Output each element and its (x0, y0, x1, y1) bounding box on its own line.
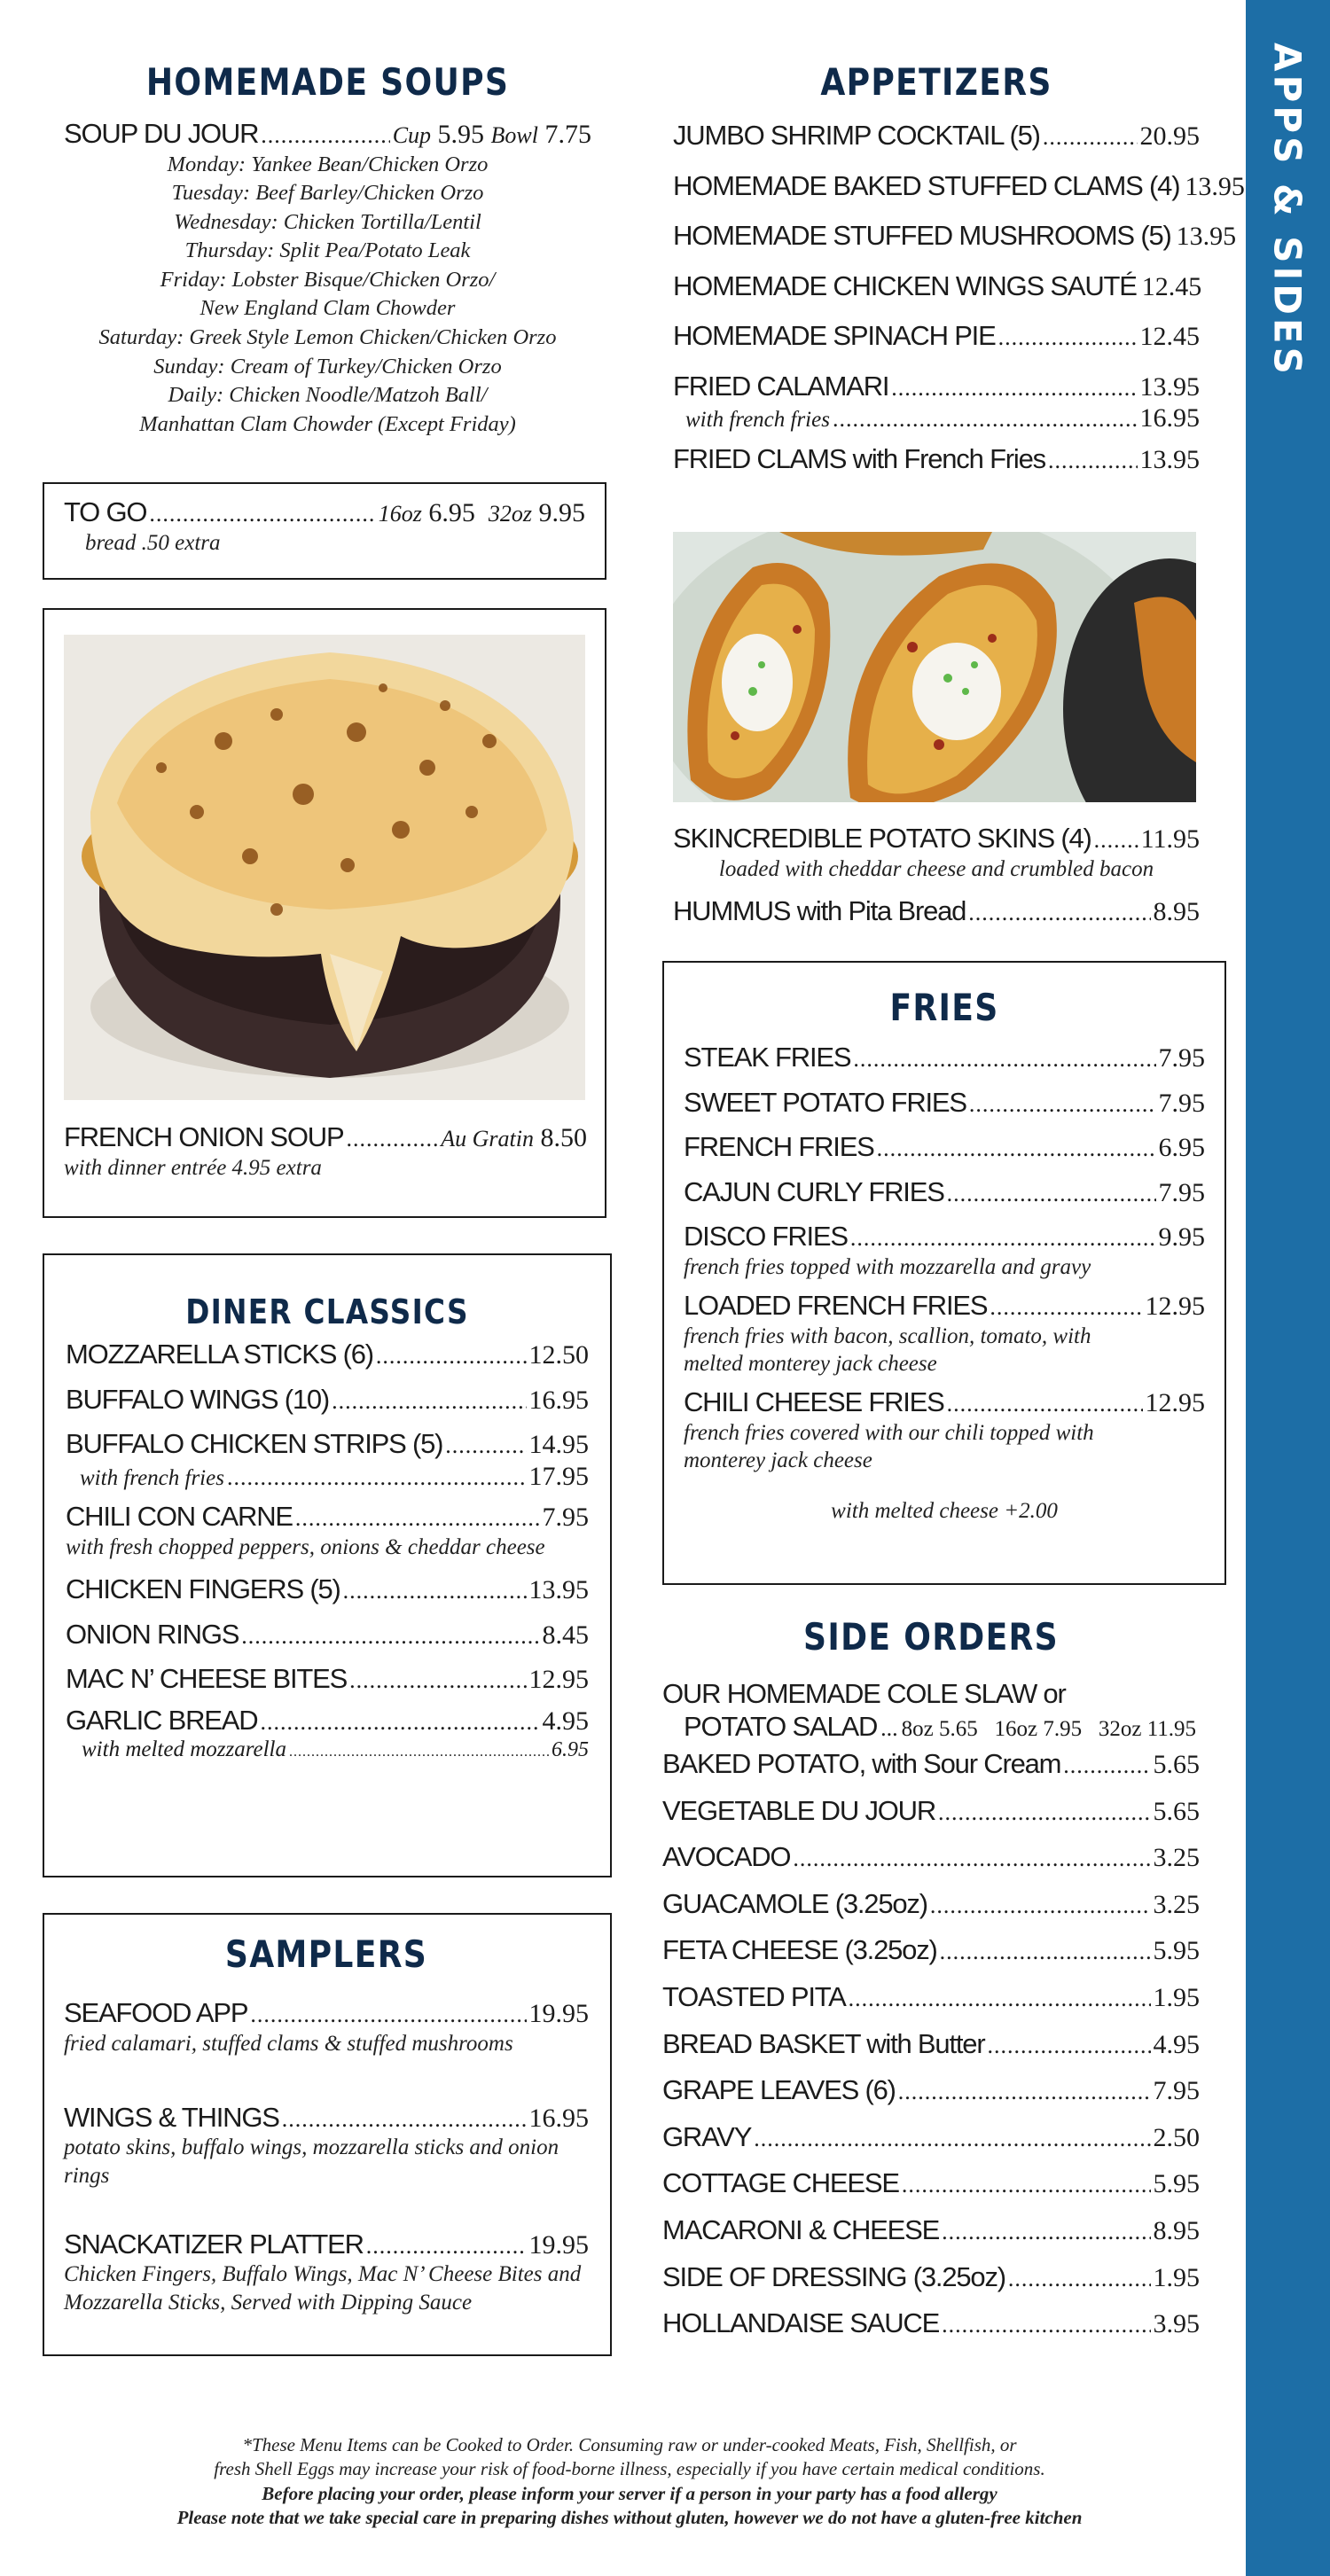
item-name: TO GO (64, 496, 147, 527)
menu-item: HOMEMADE CHICKEN WINGS SAUTÉ 12.45 (673, 269, 1202, 301)
potato-salad-row: POTATO SALAD ... 8oz 5.65 16oz 7.95 32oz 11.95 (684, 1710, 1197, 1742)
menu-subitem: with melted mozzarella ..... 6.95 (66, 1737, 589, 1763)
menu-item: TOASTED PITA ..... 1.95 (662, 1981, 1200, 2014)
menu-item: BUFFALO WINGS (10) ..... 16.95 (66, 1384, 589, 1417)
menu-item: MACARONI & CHEESE ..... 8.95 (662, 2214, 1200, 2247)
menu-subitem: with french fries ..... 16.95 (673, 402, 1200, 433)
schedule-line: Wednesday: Chicken Tortilla/Lentil (174, 209, 481, 234)
french-onion-soup-photo (64, 635, 585, 1100)
menu-item: LOADED FRENCH FRIES ..... 12.95 (684, 1290, 1205, 1323)
sidebar-title: APPS & SIDES (1265, 43, 1310, 378)
sidebar-band (1246, 0, 1330, 2576)
side-orders-list (662, 1748, 1200, 2340)
footer-line: fresh Shell Eggs may increase your risk of food-borne illness, especially if you have certain medical conditions. (214, 2458, 1045, 2480)
schedule-line: Friday: Lobster Bisque/Chicken Orzo/ (160, 267, 496, 292)
soup-schedule (64, 151, 591, 440)
menu-item: FRENCH FRIES ..... 6.95 (684, 1131, 1205, 1164)
item-price: 16oz 6.95 32oz 9.95 (378, 498, 585, 527)
menu-item: HUMMUS with Pita Bread ..... 8.95 (673, 895, 1200, 928)
to-go-box (43, 482, 606, 580)
item-name: FRENCH ONION SOUP (64, 1121, 344, 1152)
item-description: fried calamari, stuffed clams & stuffed mushrooms (64, 2031, 513, 2056)
menu-item: BAKED POTATO, with Sour Cream ..... 5.65 (662, 1748, 1200, 1781)
footer-line: Before placing your order, please inform your server if a person in your party has a food allergy (262, 2482, 998, 2504)
item-description: with fresh chopped peppers, onions & cheddar cheese (66, 1534, 545, 1559)
menu-item: HOLLANDAISE SAUCE ..... 3.95 (662, 2307, 1200, 2340)
french-onion-row (64, 1121, 587, 1154)
schedule-line: Tuesday: Beef Barley/Chicken Orzo (171, 181, 484, 206)
item-description: Chicken Fingers, Buffalo Wings, Mac N’ Cheese Bites and Mozzarella Sticks, Served with Dipping Sauce (64, 2262, 582, 2314)
menu-item: FRIED CLAMS with French Fries ..... 13.95 (673, 443, 1200, 476)
potato-skins-photo (673, 532, 1196, 802)
fries-box (662, 961, 1226, 1585)
menu-item: WINGS & THINGS ..... 16.95 (64, 2102, 589, 2135)
menu-item: CHILI CON CARNE ..... 7.95 (66, 1501, 589, 1534)
item-name: SOUP DU JOUR (64, 118, 259, 149)
fries-note: with melted cheese +2.00 (831, 1499, 1058, 1524)
appetizers-more (673, 823, 1200, 927)
side-orders-section (662, 1615, 1200, 2340)
menu-item: AVOCADO ..... 3.25 (662, 1841, 1200, 1874)
menu-item: SNACKATIZER PLATTER ..... 19.95 (64, 2229, 589, 2261)
menu-item: FRIED CALAMARI ..... 13.95 (673, 371, 1200, 403)
menu-item: COTTAGE CHEESE ..... 5.95 (662, 2167, 1200, 2200)
schedule-line: Manhattan Clam Chowder (Except Friday) (139, 411, 516, 436)
menu-item: BUFFALO CHICKEN STRIPS (5) ..... 14.95 (66, 1428, 589, 1461)
menu-item: VEGETABLE DU JOUR ..... 5.65 (662, 1795, 1200, 1828)
menu-item: SIDE OF DRESSING (3.25oz) ..... 1.95 (662, 2261, 1200, 2294)
menu-item: CHICKEN FINGERS (5) ..... 13.95 (66, 1573, 589, 1606)
menu-item: FETA CHEESE (3.25oz) ..... 5.95 (662, 1934, 1200, 1967)
item-price: 8oz 5.65 16oz 7.95 32oz 11.95 (901, 1716, 1197, 1741)
coleslaw-line: OUR HOMEMADE COLE SLAW or (662, 1678, 1066, 1709)
menu-item: MAC N’ CHEESE BITES ..... 12.95 (66, 1663, 589, 1696)
diner-classics-box (43, 1253, 612, 1877)
menu-item: HOMEMADE BAKED STUFFED CLAMS (4) 13.95 (673, 169, 1245, 201)
schedule-line: New England Clam Chowder (200, 296, 456, 321)
allergy-footer (35, 2433, 1224, 2530)
to-go-row (64, 496, 585, 529)
item-price: Cup 5.95 Bowl 7.75 (392, 120, 591, 149)
french-onion-note: with dinner entrée 4.95 extra (64, 1155, 322, 1180)
item-description: french fries with bacon, scallion, tomato, with melted monterey jack cheese (684, 1323, 1091, 1376)
menu-item: CAJUN CURLY FRIES ..... 7.95 (684, 1176, 1205, 1209)
menu-subitem: with french fries ..... 17.95 (66, 1461, 589, 1492)
schedule-line: Saturday: Greek Style Lemon Chicken/Chicken Orzo (98, 325, 557, 350)
menu-item: HOMEMADE SPINACH PIE ..... 12.45 (673, 320, 1200, 353)
menu-item: DISCO FRIES ..... 9.95 (684, 1221, 1205, 1253)
appetizers-section (673, 60, 1245, 475)
schedule-line: Sunday: Cream of Turkey/Chicken Orzo (153, 354, 502, 379)
samplers-title: SAMPLERS (224, 1932, 428, 1976)
to-go-note: bread .50 extra (85, 530, 221, 555)
menu-item: BREAD BASKET with Butter ..... 4.95 (662, 2028, 1200, 2061)
menu-item: STEAK FRIES ..... 7.95 (684, 1042, 1205, 1074)
menu-item: SWEET POTATO FRIES ..... 7.95 (684, 1087, 1205, 1120)
item-description: potato skins, buffalo wings, mozzarella sticks and onion rings (64, 2135, 559, 2188)
menu-item: SKINCREDIBLE POTATO SKINS (4) ..... 11.95 (673, 823, 1200, 855)
fries-title: FRIES (889, 986, 999, 1029)
menu-item: CHILI CHEESE FRIES ..... 12.95 (684, 1386, 1205, 1419)
side-orders-title: SIDE ORDERS (803, 1615, 1059, 1659)
diner-classics-title: DINER CLASSICS (185, 1292, 469, 1331)
menu-item: GRAVY ..... 2.50 (662, 2121, 1200, 2154)
item-description: loaded with cheddar cheese and crumbled bacon (718, 856, 1154, 881)
soups-title: HOMEMADE SOUPS (145, 60, 510, 104)
footer-line: Please note that we take special care in preparing dishes without gluten, however we do not have a gluten-free kitchen (176, 2506, 1083, 2528)
menu-item: MOZZARELLA STICKS (6) ..... 12.50 (66, 1339, 589, 1371)
soup-du-jour-row (64, 118, 591, 151)
menu-item: GUACAMOLE (3.25oz) ..... 3.25 (662, 1888, 1200, 1921)
item-description: french fries topped with mozzarella and gravy (684, 1254, 1091, 1279)
menu-item: JUMBO SHRIMP COCKTAIL (5) ..... 20.95 (673, 120, 1200, 152)
appetizers-title: APPETIZERS (820, 60, 1052, 104)
schedule-line: Thursday: Split Pea/Potato Leak (184, 238, 471, 263)
samplers-box (43, 1913, 612, 2356)
schedule-line: Monday: Yankee Bean/Chicken Orzo (167, 152, 489, 176)
menu-item: HOMEMADE STUFFED MUSHROOMS (5) 13.95 (673, 220, 1237, 252)
french-onion-text (64, 1121, 587, 1182)
soups-section (64, 60, 591, 439)
menu-item: SEAFOOD APP ..... 19.95 (64, 1997, 589, 2030)
item-description: french fries covered with our chili topped with monterey jack cheese (684, 1420, 1094, 1473)
footer-line: *These Menu Items can be Cooked to Order. Consuming raw or under-cooked Meats, Fish, Shellfish, or (242, 2434, 1017, 2455)
menu-item: ONION RINGS ..... 8.45 (66, 1619, 589, 1651)
schedule-line: Daily: Chicken Noodle/Matzoh Ball/ (168, 383, 488, 408)
item-price: Au Gratin 8.50 (441, 1123, 587, 1152)
french-onion-box (43, 608, 606, 1218)
menu-item: GRAPE LEAVES (6) ..... 7.95 (662, 2074, 1200, 2107)
menu-item: GARLIC BREAD ..... 4.95 (66, 1705, 589, 1737)
